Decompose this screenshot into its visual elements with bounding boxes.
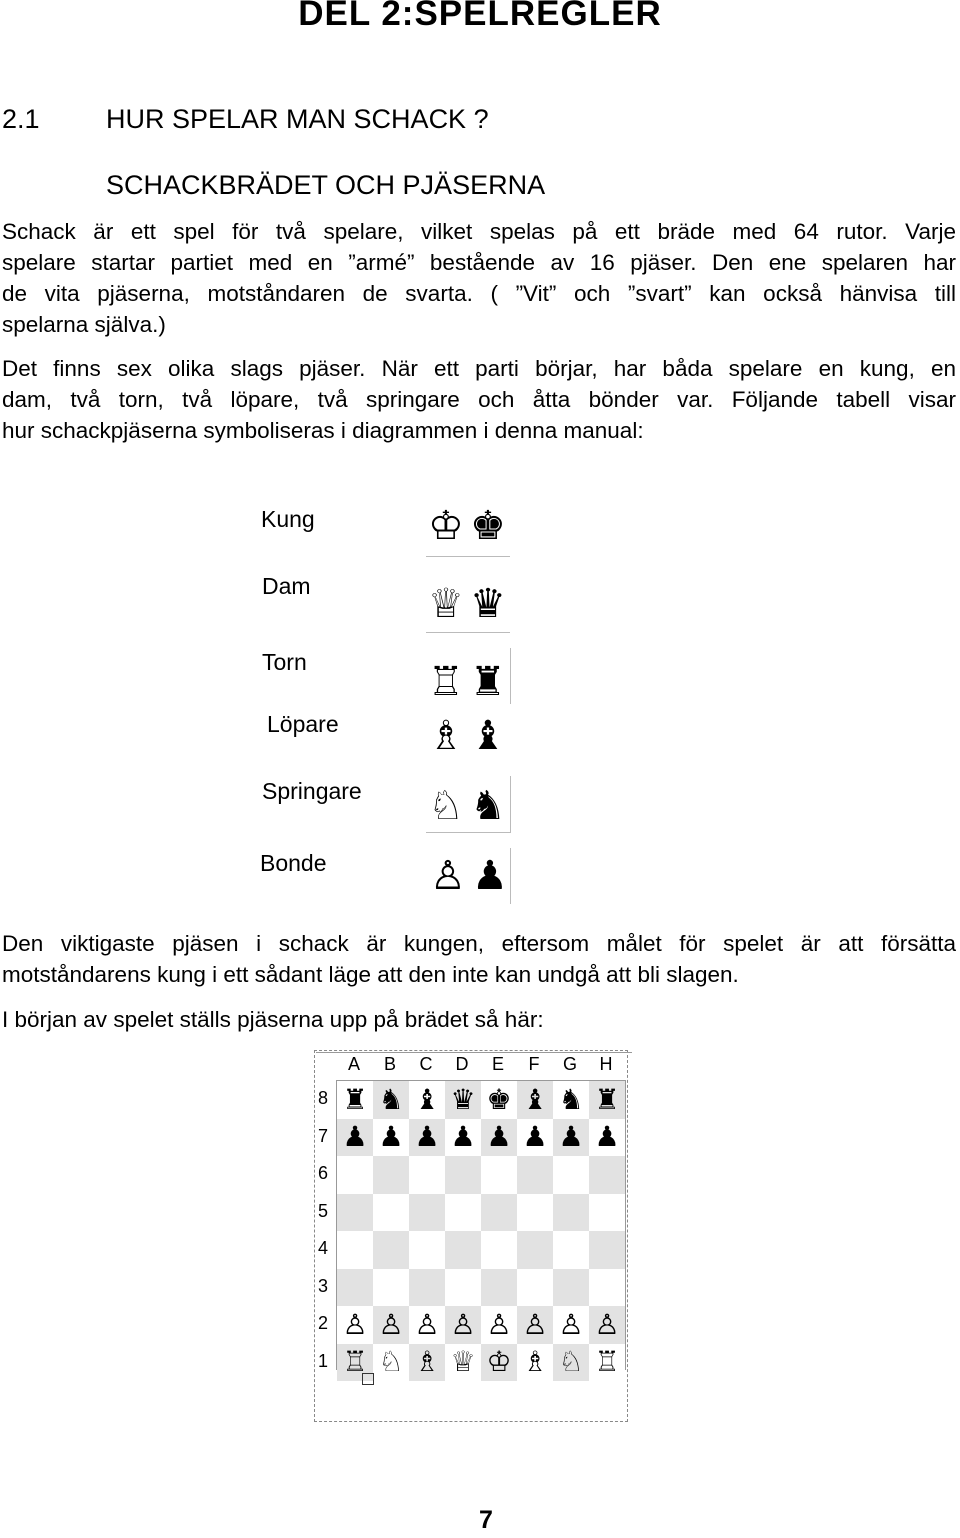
piece-cell-bishop: [426, 708, 510, 764]
board-piece-icon: ♟: [594, 1120, 620, 1154]
board-square: [553, 1231, 589, 1269]
board-piece-icon: ♘: [378, 1345, 404, 1379]
board-piece-icon: ♙: [450, 1307, 476, 1341]
board-square: [517, 1119, 553, 1157]
board-piece-icon: ♙: [594, 1307, 620, 1341]
board-square: [373, 1194, 409, 1232]
board-square: [445, 1306, 481, 1344]
text-line: Den viktigaste pjäsen i schack är kungen, eftersom målet för spelet är att försätta: [2, 931, 956, 956]
board-square: [553, 1306, 589, 1344]
board-piece-icon: ♙: [414, 1307, 440, 1341]
rank-label: 4: [318, 1238, 329, 1258]
board-square: [589, 1306, 625, 1344]
board-square: [481, 1269, 517, 1307]
piece-label-king: Kung: [261, 506, 315, 532]
board-piece-icon: ♟: [378, 1120, 404, 1154]
section-title: HUR SPELAR MAN SCHACK ?: [106, 104, 489, 134]
board-square: [445, 1119, 481, 1157]
text-line: I början av spelet ställs pjäserna upp på brädet så här:: [2, 1007, 544, 1032]
white-pawn-icon: ♙: [430, 853, 466, 899]
paragraph-setup: [2, 1004, 956, 1035]
black-rook-icon: ♜: [470, 659, 506, 705]
board-square: [373, 1119, 409, 1157]
piece-cell-knight: [426, 776, 511, 833]
board-square: [409, 1306, 445, 1344]
board-piece-icon: ♙: [522, 1307, 548, 1341]
piece-label-rook: Torn: [262, 649, 307, 675]
white-bishop-icon: ♗: [428, 713, 464, 759]
piece-cell-pawn: [426, 848, 511, 904]
board-square: [481, 1306, 517, 1344]
board-square: [445, 1231, 481, 1269]
page-title: DEL 2:SPELREGLER: [298, 0, 662, 33]
board-piece-icon: ♟: [522, 1120, 548, 1154]
board-piece-icon: ♙: [342, 1307, 368, 1341]
file-label: B: [383, 1054, 396, 1074]
board-square: [481, 1081, 517, 1119]
board-piece-icon: ♖: [594, 1345, 620, 1379]
board-square: [589, 1231, 625, 1269]
board-square: [409, 1194, 445, 1232]
rank-label: 7: [318, 1125, 329, 1146]
rank-label: 3: [318, 1275, 329, 1296]
board-square: [445, 1269, 481, 1307]
file-label: E: [491, 1054, 504, 1074]
side-to-move-marker: [362, 1373, 374, 1385]
board-piece-icon: ♟: [558, 1120, 584, 1154]
board-square: [373, 1306, 409, 1344]
board-piece-icon: ♟: [450, 1120, 476, 1154]
section-number: 2.1: [2, 104, 40, 134]
black-queen-icon: ♛: [470, 581, 506, 627]
board-square: [409, 1156, 445, 1194]
board-square: [481, 1194, 517, 1232]
board-square: [337, 1269, 373, 1307]
board-square: [409, 1119, 445, 1157]
file-label: D: [455, 1054, 469, 1074]
board-square: [517, 1231, 553, 1269]
board-piece-icon: ♟: [342, 1120, 368, 1154]
file-label: G: [562, 1054, 577, 1074]
file-label: C: [419, 1054, 433, 1074]
board-square: [481, 1344, 517, 1382]
board-square: [409, 1081, 445, 1119]
board-piece-icon: ♕: [450, 1345, 476, 1379]
board-square: [409, 1231, 445, 1269]
board-piece-icon: ♖: [342, 1345, 368, 1379]
board-square: [481, 1231, 517, 1269]
board-square: [589, 1194, 625, 1232]
piece-label-bishop: Löpare: [267, 711, 339, 737]
board-square: [373, 1156, 409, 1194]
board-square: [517, 1269, 553, 1307]
board-square: [445, 1081, 481, 1119]
paragraph-intro: [2, 216, 956, 340]
board-square: [589, 1269, 625, 1307]
text-line: spelarna själva.): [2, 312, 166, 337]
rank-labels: [318, 1080, 334, 1380]
board-square: [445, 1344, 481, 1382]
board-square: [589, 1081, 625, 1119]
board-square: [409, 1269, 445, 1307]
board-piece-icon: ♜: [342, 1082, 368, 1116]
board-piece-icon: ♗: [522, 1345, 548, 1379]
board-square: [517, 1344, 553, 1382]
board-square: [553, 1156, 589, 1194]
board-piece-icon: ♜: [594, 1082, 620, 1116]
board-piece-icon: ♔: [486, 1345, 512, 1379]
text-line: dam, två torn, två löpare, två springare och åtta bönder var. Följande tabell visar: [2, 387, 956, 412]
board-square: [589, 1119, 625, 1157]
board-piece-icon: ♗: [414, 1345, 440, 1379]
file-label: H: [599, 1054, 613, 1074]
piece-label-pawn: Bonde: [260, 850, 327, 876]
paragraph-pieces: [2, 353, 956, 446]
board-square: [553, 1269, 589, 1307]
board-piece-icon: ♝: [522, 1082, 548, 1116]
board-square: [373, 1081, 409, 1119]
piece-label-knight: Springare: [262, 778, 362, 804]
board-square: [517, 1306, 553, 1344]
black-king-icon: ♚: [470, 503, 506, 549]
rank-label: 2: [318, 1313, 329, 1333]
board-square: [337, 1156, 373, 1194]
file-label: A: [347, 1054, 360, 1074]
text-line: motståndarens kung i ett sådant läge att den inte kan undgå att bli slagen.: [2, 962, 739, 987]
black-knight-icon: ♞: [470, 783, 506, 829]
black-bishop-icon: ♝: [470, 713, 506, 759]
rank-label: 8: [318, 1088, 329, 1108]
black-pawn-icon: ♟: [472, 853, 508, 899]
board-square: [337, 1231, 373, 1269]
board-square: [409, 1344, 445, 1382]
board-square: [373, 1231, 409, 1269]
board-square: [517, 1156, 553, 1194]
subsection-title: SCHACKBRÄDET OCH PJÄSERNA: [106, 170, 546, 200]
file-label: F: [528, 1054, 540, 1074]
board-piece-icon: ♛: [450, 1082, 476, 1116]
board-square: [445, 1156, 481, 1194]
text-line: Schack är ett spel för två spelare, vilket spelas på ett bräde med 64 rutor. Varje: [2, 219, 956, 244]
board-square: [445, 1194, 481, 1232]
board-piece-icon: ♙: [486, 1307, 512, 1341]
board-square: [553, 1081, 589, 1119]
board-square: [481, 1119, 517, 1157]
paragraph-king: [2, 928, 956, 990]
text-line: hur schackpjäserna symboliseras i diagrammen i denna manual:: [2, 418, 644, 443]
board-square: [337, 1081, 373, 1119]
rank-label: 5: [318, 1200, 329, 1221]
board-piece-icon: ♞: [558, 1082, 584, 1116]
chess-board: [336, 1080, 626, 1379]
board-square: [589, 1156, 625, 1194]
white-rook-icon: ♖: [428, 659, 464, 705]
board-square: [481, 1156, 517, 1194]
text-line: de vita pjäserna, motståndaren de svarta. ( ”Vit” och ”svart” kan också hänvisa till: [2, 281, 956, 306]
board-square: [337, 1194, 373, 1232]
board-piece-icon: ♘: [558, 1345, 584, 1379]
board-square: [589, 1344, 625, 1382]
board-piece-icon: ♙: [378, 1307, 404, 1341]
white-knight-icon: ♘: [428, 783, 464, 829]
piece-cell-queen: [426, 576, 510, 633]
board-piece-icon: ♙: [558, 1307, 584, 1341]
piece-label-queen: Dam: [262, 573, 311, 599]
board-piece-icon: ♝: [414, 1082, 440, 1116]
board-square: [373, 1269, 409, 1307]
piece-cell-rook: [426, 648, 511, 704]
text-line: Det finns sex olika slags pjäser. När ett parti börjar, har båda spelare en kung, en: [2, 356, 956, 381]
board-square: [517, 1194, 553, 1232]
board-piece-icon: ♟: [486, 1120, 512, 1154]
file-labels: [336, 1054, 624, 1080]
board-square: [553, 1119, 589, 1157]
page-number: 7: [479, 1506, 493, 1534]
board-piece-icon: ♞: [378, 1082, 404, 1116]
board-square: [337, 1306, 373, 1344]
white-queen-icon: ♕: [428, 581, 464, 627]
board-square: [337, 1119, 373, 1157]
board-square: [373, 1344, 409, 1382]
piece-cell-king: [426, 500, 510, 557]
board-piece-icon: ♟: [414, 1120, 440, 1154]
text-line: spelare startar partiet med en ”armé” bestående av 16 pjäser. Den ene spelaren har: [2, 250, 956, 275]
rank-label: 1: [318, 1350, 329, 1371]
rank-label: 6: [318, 1163, 329, 1183]
board-square: [517, 1081, 553, 1119]
board-square: [553, 1344, 589, 1382]
board-piece-icon: ♚: [486, 1082, 512, 1116]
white-king-icon: ♔: [428, 503, 464, 549]
board-square: [553, 1194, 589, 1232]
